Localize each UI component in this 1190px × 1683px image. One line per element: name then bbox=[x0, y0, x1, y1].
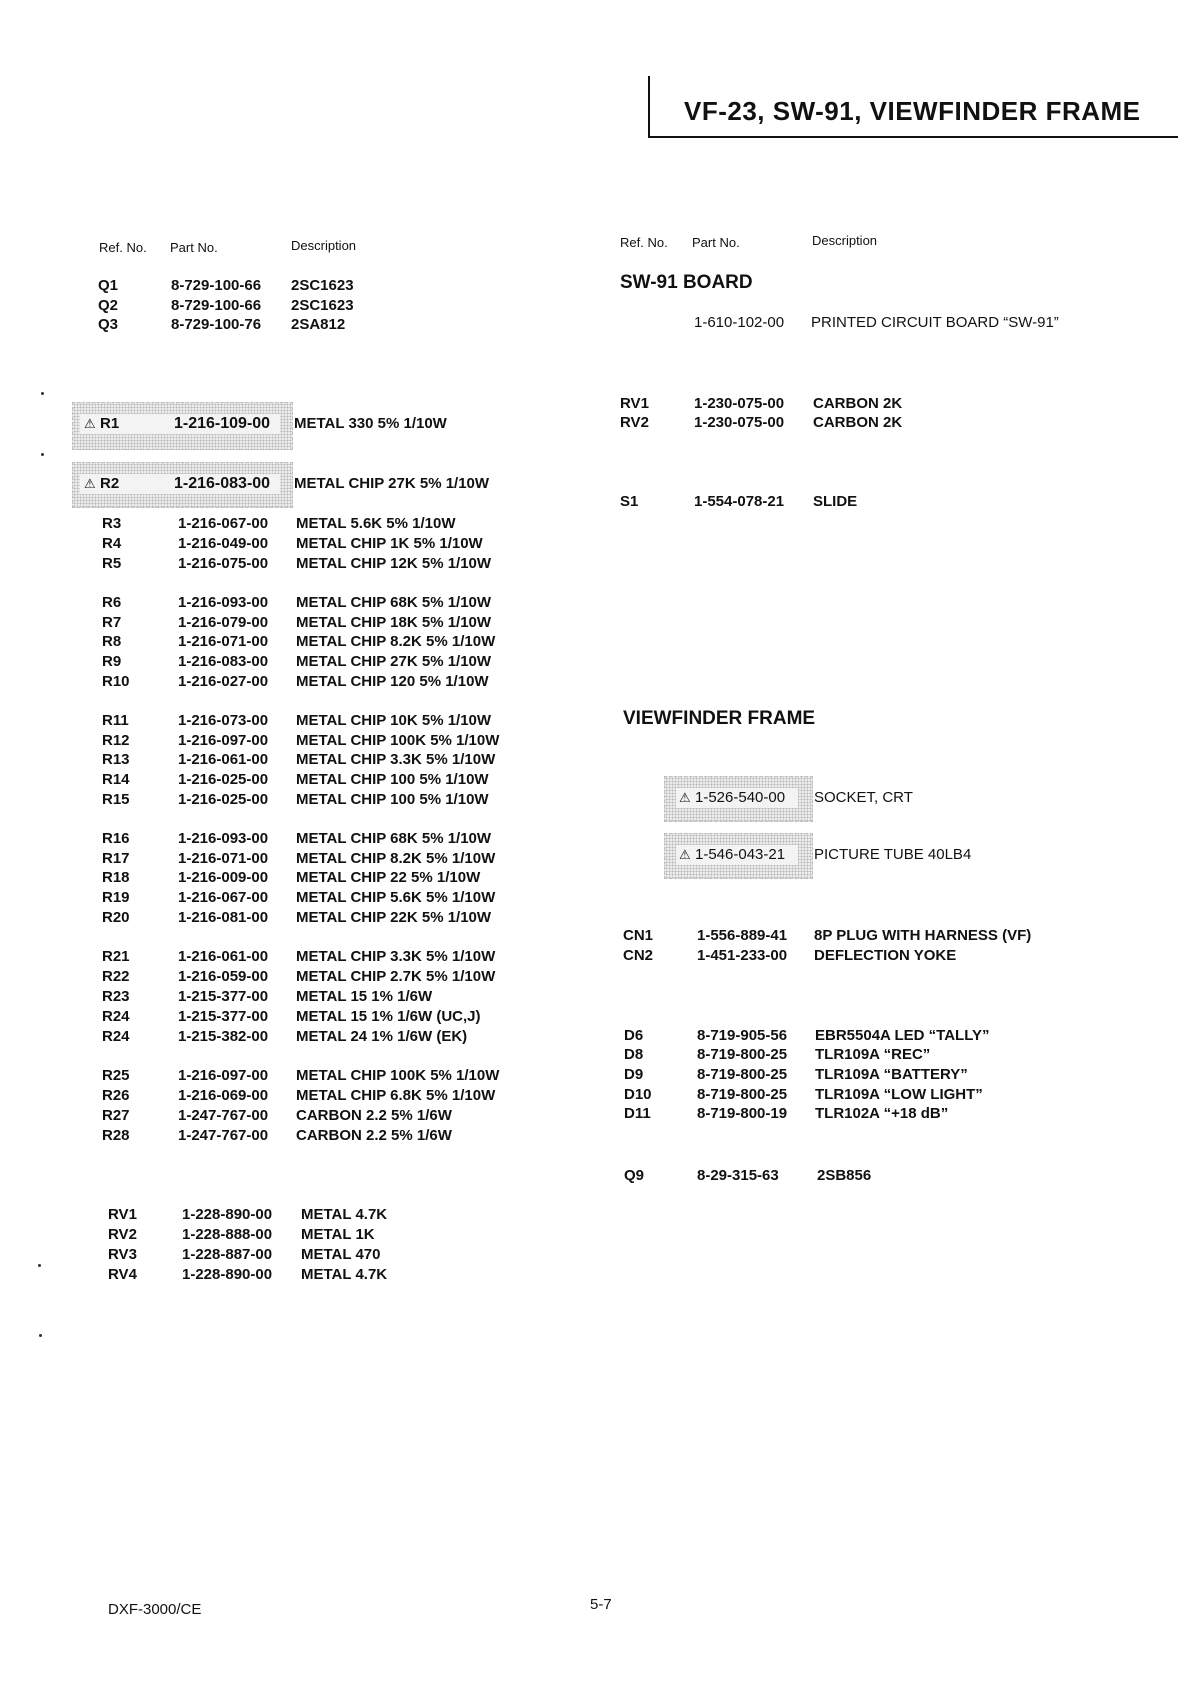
right-header-ref: Ref. No. bbox=[620, 235, 668, 250]
desc-cell: PRINTED CIRCUIT BOARD “SW-91” bbox=[811, 314, 1059, 331]
desc-cell: CARBON 2.2 5% 1/6W bbox=[296, 1107, 452, 1124]
desc-cell: METAL 24 1% 1/6W (EK) bbox=[296, 1028, 468, 1045]
ref-cell: R21 bbox=[102, 948, 130, 965]
margin-dot bbox=[41, 392, 44, 395]
desc-cell: METAL CHIP 100K 5% 1/10W bbox=[296, 732, 500, 749]
part-cell: 1-216-067-00 bbox=[178, 515, 269, 532]
part-cell: 8-719-800-19 bbox=[697, 1105, 788, 1122]
warning-icon: ⚠ bbox=[679, 847, 691, 862]
part-cell: 8-729-100-76 bbox=[171, 316, 262, 333]
ref-cell: R2 bbox=[100, 475, 120, 492]
ref-cell: D11 bbox=[624, 1105, 651, 1122]
ref-cell: D10 bbox=[624, 1086, 652, 1103]
desc-cell: DEFLECTION YOKE bbox=[814, 947, 957, 964]
desc-cell: METAL CHIP 3.3K 5% 1/10W bbox=[296, 948, 496, 965]
desc-cell: METAL CHIP 8.2K 5% 1/10W bbox=[296, 850, 496, 867]
ref-cell: R15 bbox=[102, 791, 130, 808]
part-cell: 1-216-009-00 bbox=[178, 869, 269, 886]
part-cell: 1-556-889-41 bbox=[697, 927, 788, 944]
ref-cell: Q1 bbox=[98, 277, 119, 294]
part-cell: 1-228-888-00 bbox=[182, 1226, 273, 1243]
ref-cell: RV4 bbox=[108, 1266, 137, 1283]
model-number: DXF-3000/CE bbox=[108, 1601, 202, 1618]
part-cell: 8-729-100-66 bbox=[171, 297, 262, 314]
ref-cell: R12 bbox=[102, 732, 130, 749]
desc-cell: METAL 4.7K bbox=[301, 1266, 388, 1283]
desc-cell: METAL CHIP 5.6K 5% 1/10W bbox=[296, 889, 496, 906]
part-cell: 1-230-075-00 bbox=[694, 395, 785, 412]
desc-cell: METAL 470 bbox=[301, 1246, 381, 1263]
ref-cell: Q9 bbox=[624, 1167, 645, 1184]
desc-cell: METAL CHIP 68K 5% 1/10W bbox=[296, 594, 492, 611]
desc-cell: METAL CHIP 10K 5% 1/10W bbox=[296, 712, 492, 729]
warning-icon: ⚠ bbox=[84, 476, 96, 491]
desc-cell: SOCKET, CRT bbox=[814, 789, 913, 806]
part-cell: 1-451-233-00 bbox=[697, 947, 788, 964]
part-cell: 1-216-067-00 bbox=[178, 889, 269, 906]
ref-cell: R27 bbox=[102, 1107, 130, 1124]
left-header-ref: Ref. No. bbox=[99, 240, 147, 255]
ref-cell: R23 bbox=[102, 988, 130, 1005]
ref-cell: R20 bbox=[102, 909, 130, 926]
desc-cell: METAL CHIP 2.7K 5% 1/10W bbox=[296, 968, 496, 985]
ref-cell: R22 bbox=[102, 968, 130, 985]
margin-dot bbox=[38, 1264, 41, 1267]
desc-cell: TLR109A “BATTERY” bbox=[815, 1066, 968, 1083]
ref-cell: D9 bbox=[624, 1066, 644, 1083]
part-cell: 1-216-097-00 bbox=[178, 1067, 269, 1084]
desc-cell: TLR109A “REC” bbox=[815, 1046, 931, 1063]
part-cell: 8-29-315-63 bbox=[697, 1167, 779, 1184]
part-cell: 1-216-083-00 bbox=[174, 475, 271, 492]
ref-cell: CN2 bbox=[623, 947, 654, 964]
desc-cell: METAL CHIP 68K 5% 1/10W bbox=[296, 830, 492, 847]
ref-cell: Q3 bbox=[98, 316, 119, 333]
desc-cell: METAL CHIP 22 5% 1/10W bbox=[296, 869, 481, 886]
part-cell: 1-247-767-00 bbox=[178, 1127, 269, 1144]
desc-cell: METAL CHIP 12K 5% 1/10W bbox=[296, 555, 492, 572]
part-cell: 8-719-800-25 bbox=[697, 1066, 788, 1083]
desc-cell: SLIDE bbox=[813, 493, 858, 510]
part-cell: 1-216-093-00 bbox=[178, 830, 269, 847]
sw91-board-title: SW-91 BOARD bbox=[620, 272, 753, 293]
desc-cell: METAL CHIP 120 5% 1/10W bbox=[296, 673, 489, 690]
ref-cell: S1 bbox=[620, 493, 639, 510]
part-cell: 1-216-109-00 bbox=[174, 415, 271, 432]
part-cell: 1-216-093-00 bbox=[178, 594, 269, 611]
part-cell: 1-215-377-00 bbox=[178, 1008, 269, 1025]
desc-cell: METAL CHIP 27K 5% 1/10W bbox=[296, 653, 492, 670]
part-cell: 1-216-071-00 bbox=[178, 850, 269, 867]
ref-cell: RV1 bbox=[620, 395, 649, 412]
ref-cell: R6 bbox=[102, 594, 122, 611]
right-header-desc: Description bbox=[812, 233, 878, 248]
ref-cell: RV2 bbox=[108, 1226, 137, 1243]
part-cell: 1-610-102-00 bbox=[694, 314, 785, 331]
desc-cell: METAL CHIP 22K 5% 1/10W bbox=[296, 909, 492, 926]
desc-cell: 2SC1623 bbox=[291, 297, 354, 314]
part-cell: 1-554-078-21 bbox=[694, 493, 785, 510]
viewfinder-frame-title: VIEWFINDER FRAME bbox=[623, 708, 816, 729]
ref-cell: D8 bbox=[624, 1046, 644, 1063]
page-title: VF-23, SW-91, VIEWFINDER FRAME bbox=[684, 96, 1141, 126]
desc-cell: 8P PLUG WITH HARNESS (VF) bbox=[814, 927, 1032, 944]
ref-cell: R19 bbox=[102, 889, 130, 906]
ref-cell: R28 bbox=[102, 1127, 130, 1144]
desc-cell: METAL CHIP 100K 5% 1/10W bbox=[296, 1067, 500, 1084]
ref-cell: R9 bbox=[102, 653, 122, 670]
desc-cell: METAL 1K bbox=[301, 1226, 375, 1243]
desc-cell: METAL CHIP 1K 5% 1/10W bbox=[296, 535, 483, 552]
ref-cell: R13 bbox=[102, 751, 130, 768]
ref-cell: R11 bbox=[102, 712, 129, 729]
desc-cell: METAL 15 1% 1/6W bbox=[296, 988, 433, 1005]
ref-cell: R25 bbox=[102, 1067, 130, 1084]
desc-cell: METAL CHIP 18K 5% 1/10W bbox=[296, 614, 492, 631]
page-number: 5-7 bbox=[590, 1596, 612, 1613]
ref-cell: R1 bbox=[100, 415, 120, 432]
ref-cell: RV2 bbox=[620, 414, 649, 431]
ref-cell: R24 bbox=[102, 1028, 130, 1045]
ref-cell: D6 bbox=[624, 1027, 644, 1044]
right-header-part: Part No. bbox=[692, 235, 740, 250]
desc-cell: PICTURE TUBE 40LB4 bbox=[814, 846, 972, 863]
part-cell: 1-216-049-00 bbox=[178, 535, 269, 552]
part-cell: 1-228-890-00 bbox=[182, 1206, 273, 1223]
desc-cell: METAL CHIP 3.3K 5% 1/10W bbox=[296, 751, 496, 768]
ref-cell: R14 bbox=[102, 771, 130, 788]
ref-cell: R10 bbox=[102, 673, 130, 690]
desc-cell: EBR5504A LED “TALLY” bbox=[815, 1027, 990, 1044]
part-cell: 1-216-081-00 bbox=[178, 909, 269, 926]
desc-cell: TLR102A “+18 dB” bbox=[815, 1105, 949, 1122]
warning-icon: ⚠ bbox=[679, 790, 691, 805]
desc-cell: METAL CHIP 100 5% 1/10W bbox=[296, 791, 489, 808]
part-cell: 1-228-890-00 bbox=[182, 1266, 273, 1283]
part-cell: 1-216-071-00 bbox=[178, 633, 269, 650]
left-header-part: Part No. bbox=[170, 240, 218, 255]
part-cell: 1-216-079-00 bbox=[178, 614, 269, 631]
part-cell: 1-228-887-00 bbox=[182, 1246, 273, 1263]
ref-cell: R16 bbox=[102, 830, 130, 847]
part-cell: 1-216-061-00 bbox=[178, 948, 269, 965]
ref-cell: R4 bbox=[102, 535, 122, 552]
margin-dot bbox=[41, 453, 44, 456]
part-cell: 1-526-540-00 bbox=[695, 789, 786, 806]
part-cell: 1-216-083-00 bbox=[178, 653, 269, 670]
part-cell: 1-216-097-00 bbox=[178, 732, 269, 749]
part-cell: 8-719-800-25 bbox=[697, 1086, 788, 1103]
desc-cell: 2SC1623 bbox=[291, 277, 354, 294]
part-cell: 8-729-100-66 bbox=[171, 277, 262, 294]
part-cell: 1-546-043-21 bbox=[695, 846, 786, 863]
margin-dot bbox=[39, 1334, 42, 1337]
ref-cell: R8 bbox=[102, 633, 122, 650]
part-cell: 1-215-382-00 bbox=[178, 1028, 269, 1045]
part-cell: 8-719-800-25 bbox=[697, 1046, 788, 1063]
desc-cell: METAL 330 5% 1/10W bbox=[294, 415, 447, 432]
desc-cell: CARBON 2K bbox=[813, 414, 903, 431]
ref-cell: R5 bbox=[102, 555, 122, 572]
ref-cell: CN1 bbox=[623, 927, 654, 944]
part-cell: 1-215-377-00 bbox=[178, 988, 269, 1005]
title-rule-horizontal bbox=[648, 136, 1178, 138]
part-cell: 1-216-059-00 bbox=[178, 968, 269, 985]
ref-cell: R26 bbox=[102, 1087, 130, 1104]
desc-cell: METAL CHIP 6.8K 5% 1/10W bbox=[296, 1087, 496, 1104]
warning-icon: ⚠ bbox=[84, 416, 96, 431]
part-cell: 1-247-767-00 bbox=[178, 1107, 269, 1124]
ref-cell: R18 bbox=[102, 869, 130, 886]
part-cell: 1-216-069-00 bbox=[178, 1087, 269, 1104]
part-cell: 1-216-075-00 bbox=[178, 555, 269, 572]
desc-cell: METAL CHIP 8.2K 5% 1/10W bbox=[296, 633, 496, 650]
part-cell: 1-216-027-00 bbox=[178, 673, 269, 690]
left-header-desc: Description bbox=[291, 238, 357, 253]
desc-cell: METAL CHIP 100 5% 1/10W bbox=[296, 771, 489, 788]
part-cell: 1-230-075-00 bbox=[694, 414, 785, 431]
ref-cell: R3 bbox=[102, 515, 122, 532]
part-cell: 1-216-025-00 bbox=[178, 791, 269, 808]
desc-cell: 2SA812 bbox=[291, 316, 346, 333]
part-cell: 8-719-905-56 bbox=[697, 1027, 788, 1044]
desc-cell: METAL 4.7K bbox=[301, 1206, 388, 1223]
title-rule-vertical bbox=[648, 76, 650, 138]
part-cell: 1-216-073-00 bbox=[178, 712, 269, 729]
ref-cell: R17 bbox=[102, 850, 130, 867]
part-cell: 1-216-025-00 bbox=[178, 771, 269, 788]
desc-cell: METAL 15 1% 1/6W (UC,J) bbox=[296, 1008, 481, 1025]
desc-cell: CARBON 2K bbox=[813, 395, 903, 412]
ref-cell: RV3 bbox=[108, 1246, 137, 1263]
ref-cell: Q2 bbox=[98, 297, 119, 314]
desc-cell: TLR109A “LOW LIGHT” bbox=[815, 1086, 983, 1103]
desc-cell: METAL 5.6K 5% 1/10W bbox=[296, 515, 456, 532]
part-cell: 1-216-061-00 bbox=[178, 751, 269, 768]
desc-cell: METAL CHIP 27K 5% 1/10W bbox=[294, 475, 490, 492]
ref-cell: RV1 bbox=[108, 1206, 137, 1223]
desc-cell: CARBON 2.2 5% 1/6W bbox=[296, 1127, 452, 1144]
ref-cell: R24 bbox=[102, 1008, 130, 1025]
ref-cell: R7 bbox=[102, 614, 122, 631]
desc-cell: 2SB856 bbox=[817, 1167, 872, 1184]
